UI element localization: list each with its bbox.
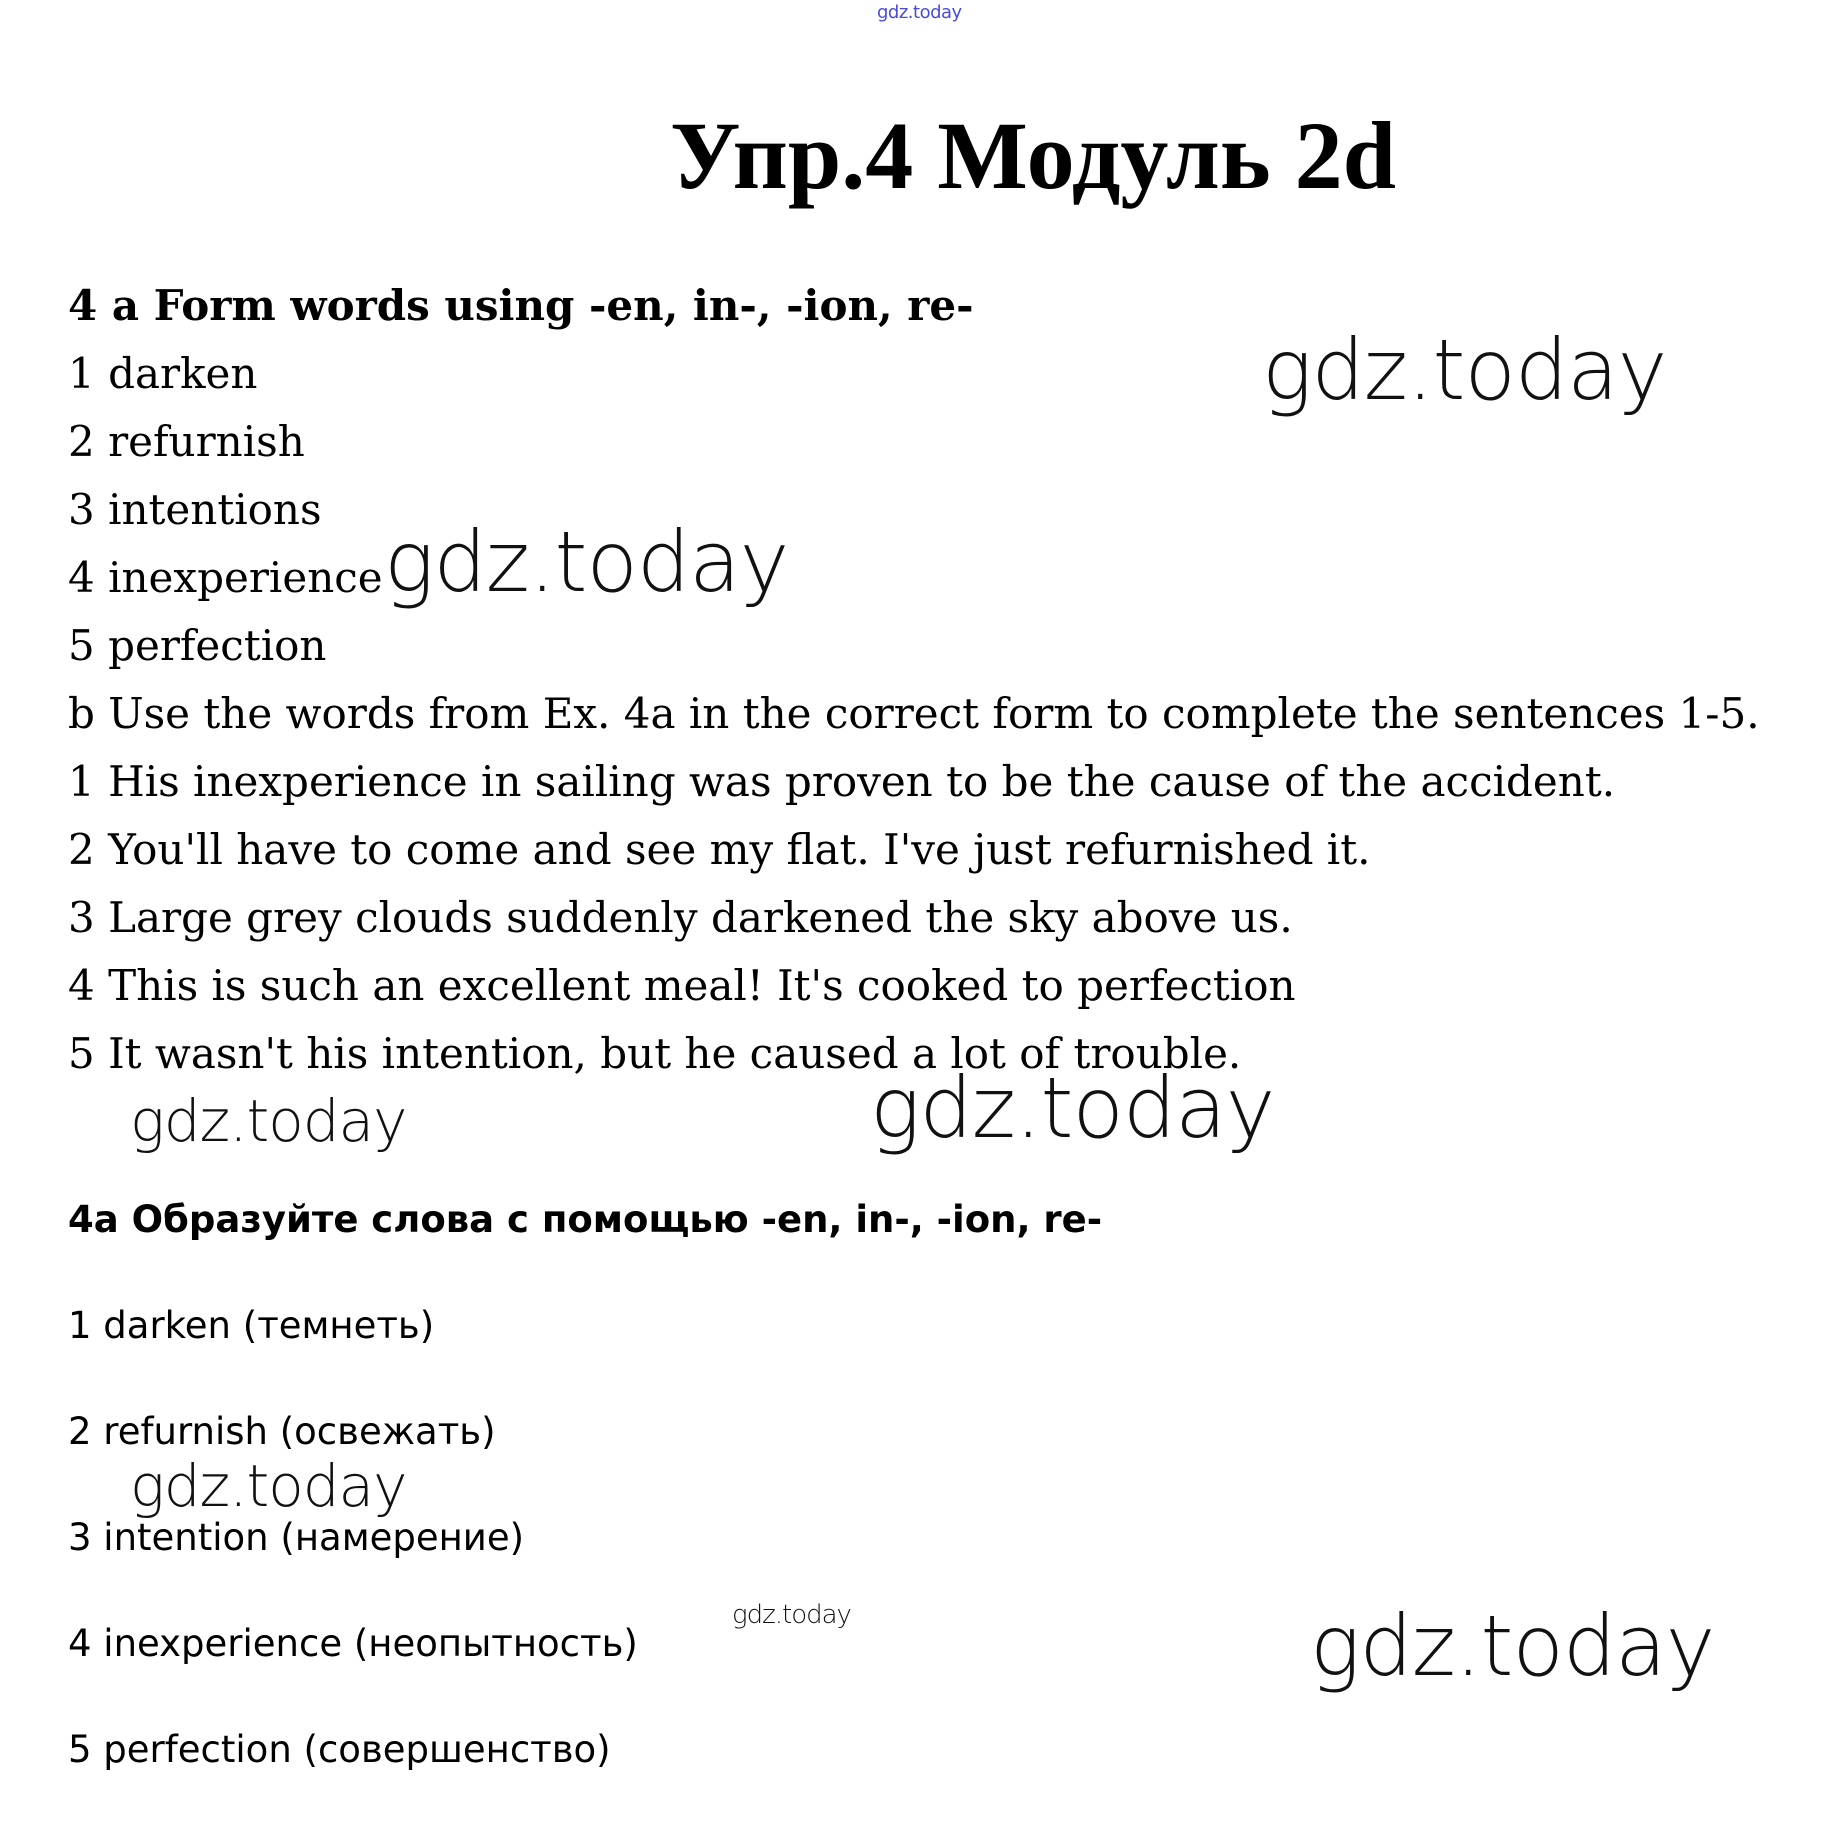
translation-item: 4 inexperience (неопытность) xyxy=(68,1622,638,1665)
exercise-a-heading: 4 a Form words using -en, in-, -ion, re- xyxy=(68,281,974,330)
sentence-item: 4 This is such an excellent meal! It's cooked to perfection xyxy=(68,961,1296,1010)
sentence-item: 2 You'll have to come and see my flat. I've just refurnished it. xyxy=(68,825,1371,874)
translation-item: 3 intention (намерение) xyxy=(68,1516,525,1559)
watermark: gdz.today xyxy=(384,513,789,611)
translation-heading: 4a Образуйте слова с помощью -en, in-, -ion, re- xyxy=(68,1198,1103,1241)
watermark: gdz.today xyxy=(130,1452,407,1520)
translation-item: 5 perfection (совершенство) xyxy=(68,1728,611,1771)
word-item: 2 refurnish xyxy=(68,417,305,466)
watermark: gdz.today xyxy=(732,1600,851,1630)
translation-item: 2 refurnish (освежать) xyxy=(68,1410,496,1453)
sentence-item: 3 Large grey clouds suddenly darkened the sky above us. xyxy=(68,893,1293,942)
page-title: Упр.4 Модуль 2d xyxy=(670,102,1397,209)
watermark: gdz.today xyxy=(1310,1597,1715,1695)
word-item: 5 perfection xyxy=(68,621,327,670)
watermark: gdz.today xyxy=(870,1059,1275,1157)
word-item: 4 inexperience xyxy=(68,553,383,602)
watermark: gdz.today xyxy=(130,1087,407,1155)
watermark: gdz.today xyxy=(1262,321,1667,419)
sentence-item: 1 His inexperience in sailing was proven to be the cause of the accident. xyxy=(68,757,1616,806)
sentence-item: 5 It wasn't his intention, but he caused a lot of trouble. xyxy=(68,1029,1242,1078)
top-watermark: gdz.today xyxy=(877,2,962,23)
exercise-b-heading: b Use the words from Ex. 4a in the correct form to complete the sentences 1-5. xyxy=(68,689,1760,738)
word-item: 3 intentions xyxy=(68,485,322,534)
word-item: 1 darken xyxy=(68,349,258,398)
translation-item: 1 darken (темнеть) xyxy=(68,1304,435,1347)
